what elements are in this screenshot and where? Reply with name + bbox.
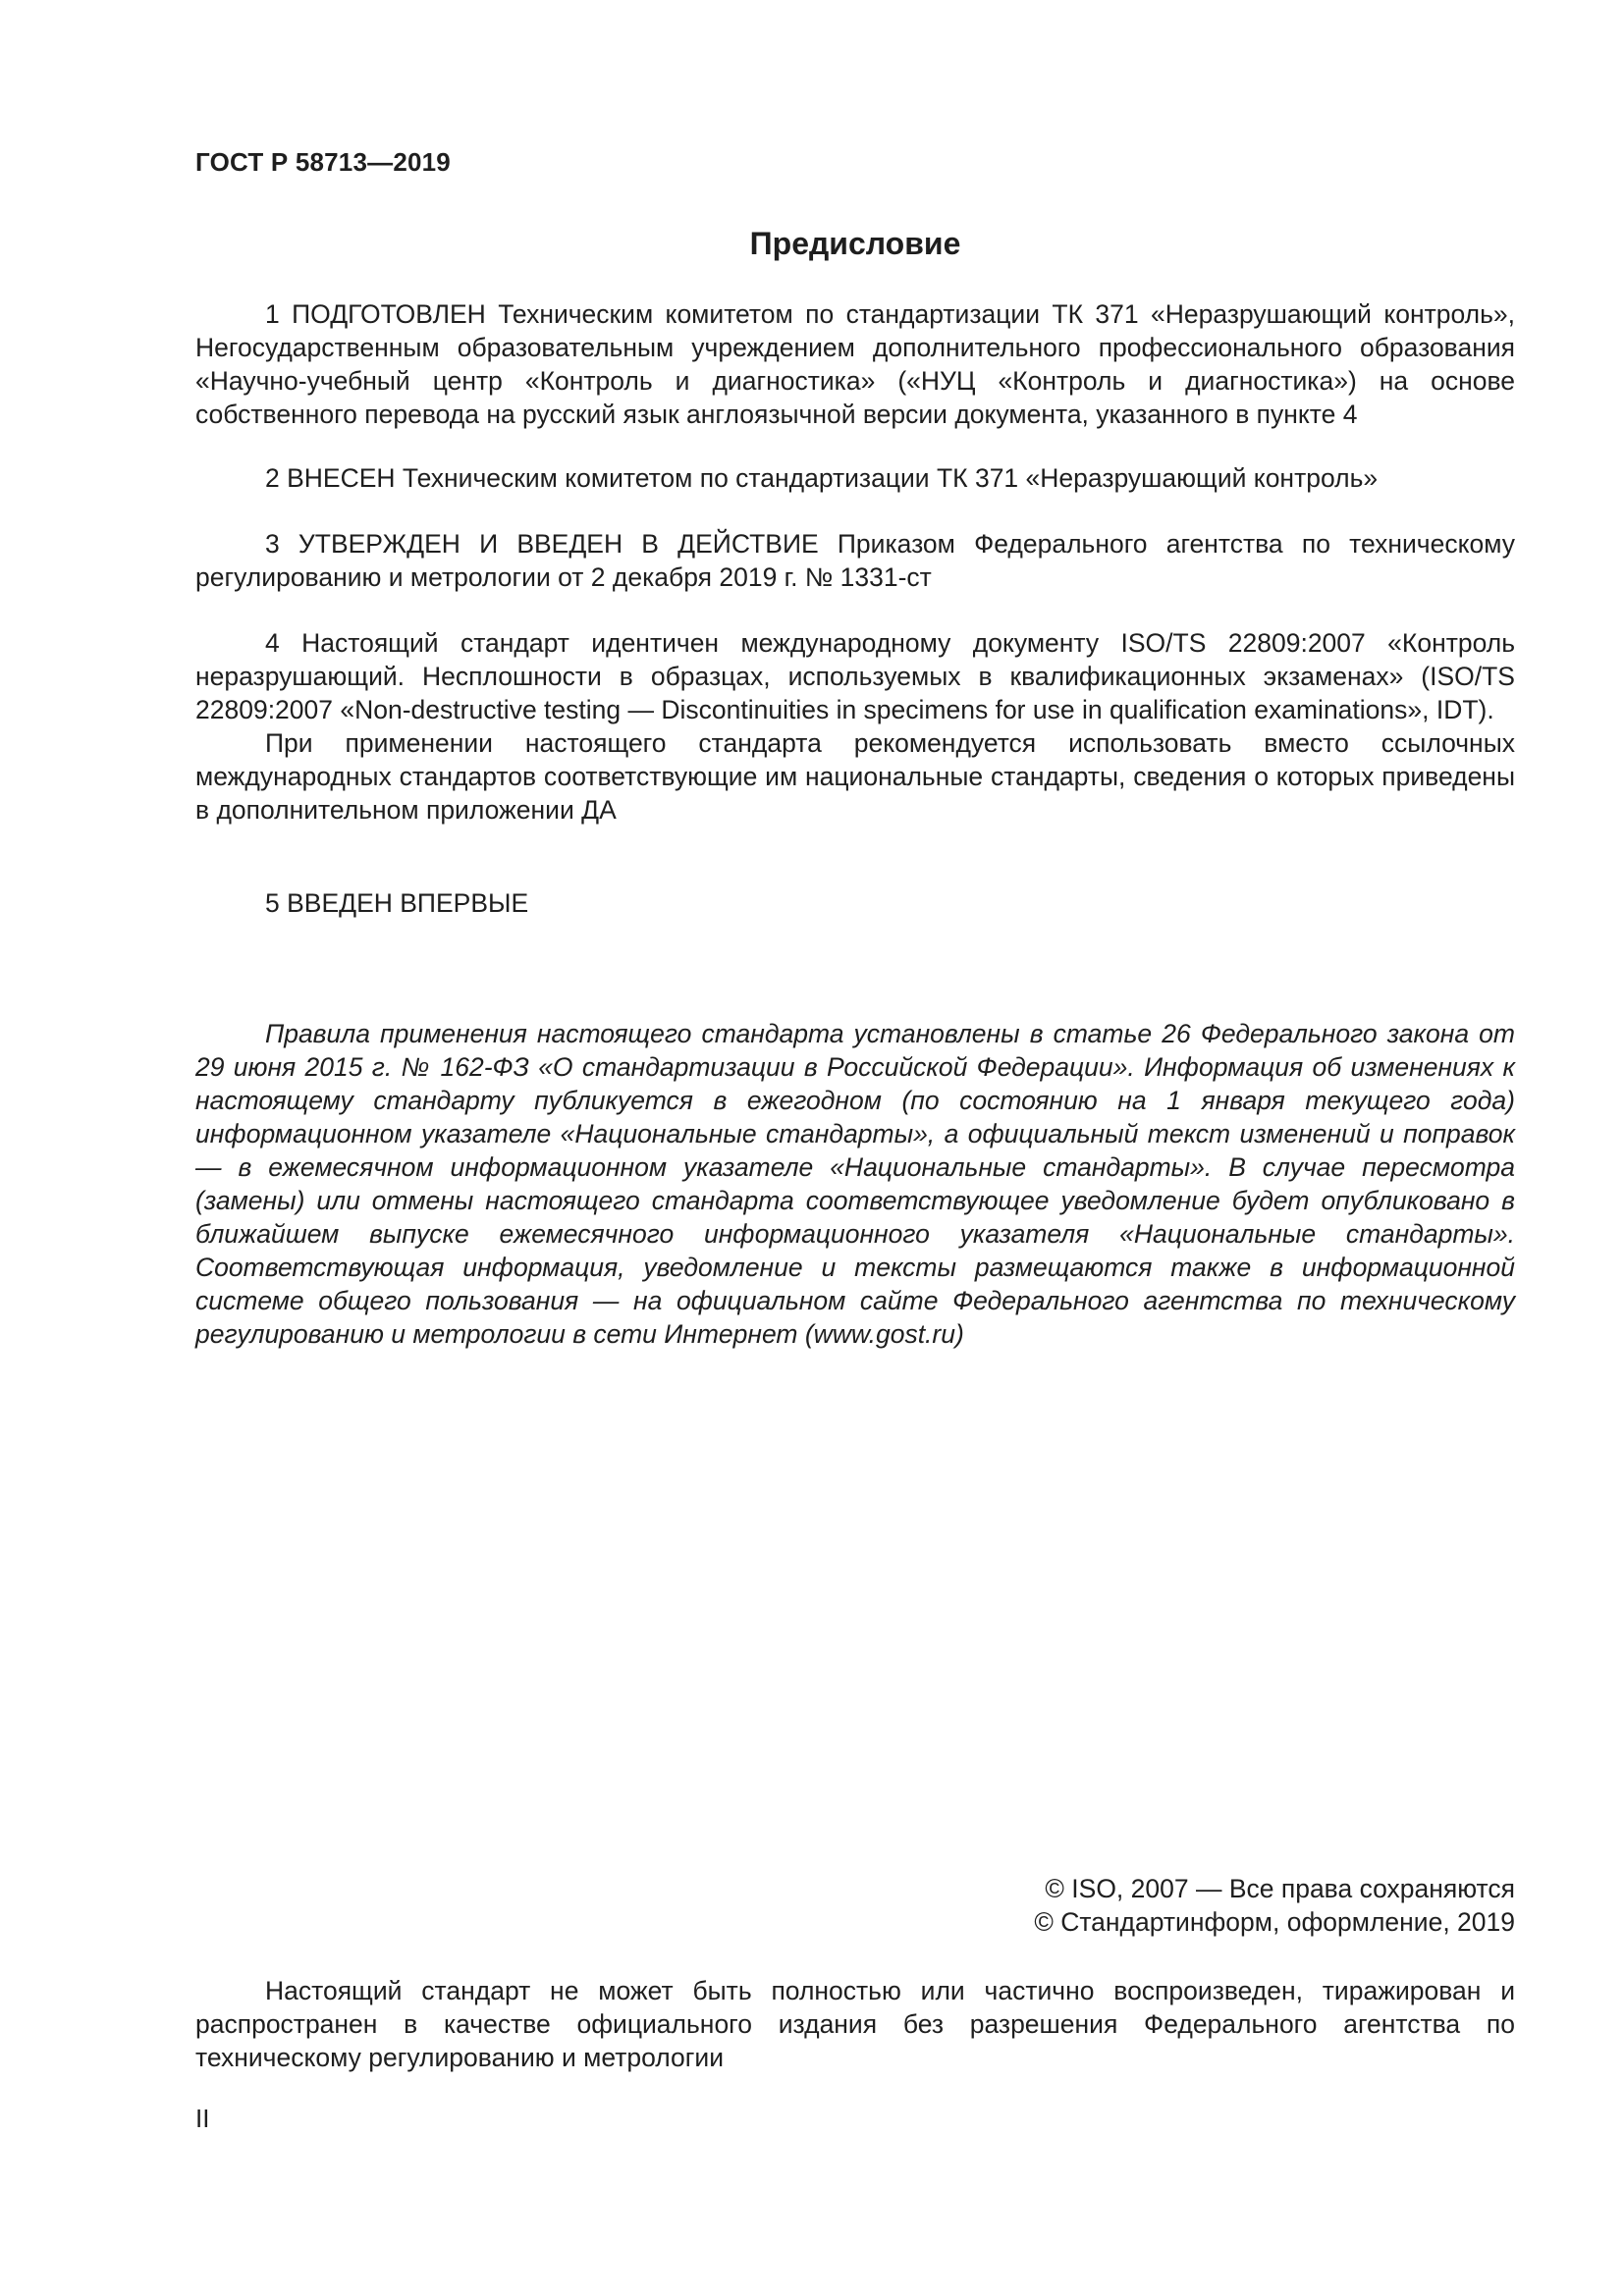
foreword-item-4-note: При применении настоящего стандарта рекомендуется использовать вместо ссылочных международных стандартов соответствующие им национальные стандарты, сведения о которых приведены в дополнительном приложении ДА [195,728,1515,825]
foreword-item-5-text: 5 ВВЕДЕН ВПЕРВЫЕ [265,888,529,918]
foreword-item-2 [195,461,1515,495]
application-rules [195,1017,1515,1351]
page-number: II [195,2104,210,2133]
foreword-item-3 [195,527,1515,594]
application-rules-text: Правила применения настоящего стандарта установлены в статье 26 Федерального закона от 29 июня 2015 г. № 162-ФЗ «О стандартизации в Российской Федерации». Информация об изменениях к настоящему стандарту публикуется в ежегодном (по состоянию на 1 января текущего года) информационном указателе «Национальные стандарты», а официальный текст изменений и поправок — в ежемесячном информационном указателе «Национальные стандарты». В случае пересмотра (замены) или отмены настоящего стандарта соответствующее уведомление будет опубликовано в ближайшем выпуске ежемесячного информационного указателя «Национальные стандарты». Соответствующая информация, уведомление и тексты размещаются также в информационной системе общего пользования — на официальном сайте Федерального агентства по техническому регулированию и метрологии в сети Интернет (www.gost.ru) [195,1019,1515,1349]
reproduction-notice-text: Настоящий стандарт не может быть полностью или частично воспроизведен, тиражирован и распространен в качестве официального издания без разрешения Федерального агентства по техническому регулированию и метрологии [195,1976,1515,2072]
foreword-item-2-text: 2 ВНЕСЕН Техническим комитетом по стандартизации ТК 371 «Неразрушающий контроль» [265,463,1379,493]
foreword-item-4-text: 4 Настоящий стандарт идентичен международному документу ISO/TS 22809:2007 «Контроль неразрушающий. Несплошности в образцах, используемых в квалификационных экзаменах» (ISO/TS 22809:2007 «Non-destructive testing — Discontinuities in specimens for use in qualification examinations», IDT). [195,628,1515,724]
foreword-item-3-text: 3 УТВЕРЖДЕН И ВВЕДЕН В ДЕЙСТВИЕ Приказом Федерального агентства по техническому регулированию и метрологии от 2 декабря 2019 г. № 1331-ст [195,529,1515,592]
foreword-item-4 [195,626,1515,827]
copyright-iso: © ISO, 2007 — Все права сохраняются [1045,1874,1515,1903]
foreword-item-5 [195,886,1515,920]
reproduction-notice [195,1974,1515,2074]
copyright-block [195,1872,1515,1939]
foreword-item-1-text: 1 ПОДГОТОВЛЕН Техническим комитетом по стандартизации ТК 371 «Неразрушающий контроль», Негосударственным образовательным учреждением дополнительного профессионального образования «Научно-учебный центр «Контроль и диагностика» («НУЦ «Контроль и диагностика») на основе собственного перевода на русский язык англоязычной версии документа, указанного в пункте 4 [195,299,1515,429]
foreword-item-1 [195,297,1515,431]
page-title: Предисловие [749,226,961,261]
document-code: ГОСТ Р 58713—2019 [195,147,451,177]
copyright-standartinform: © Стандартинформ, оформление, 2019 [1034,1907,1515,1937]
